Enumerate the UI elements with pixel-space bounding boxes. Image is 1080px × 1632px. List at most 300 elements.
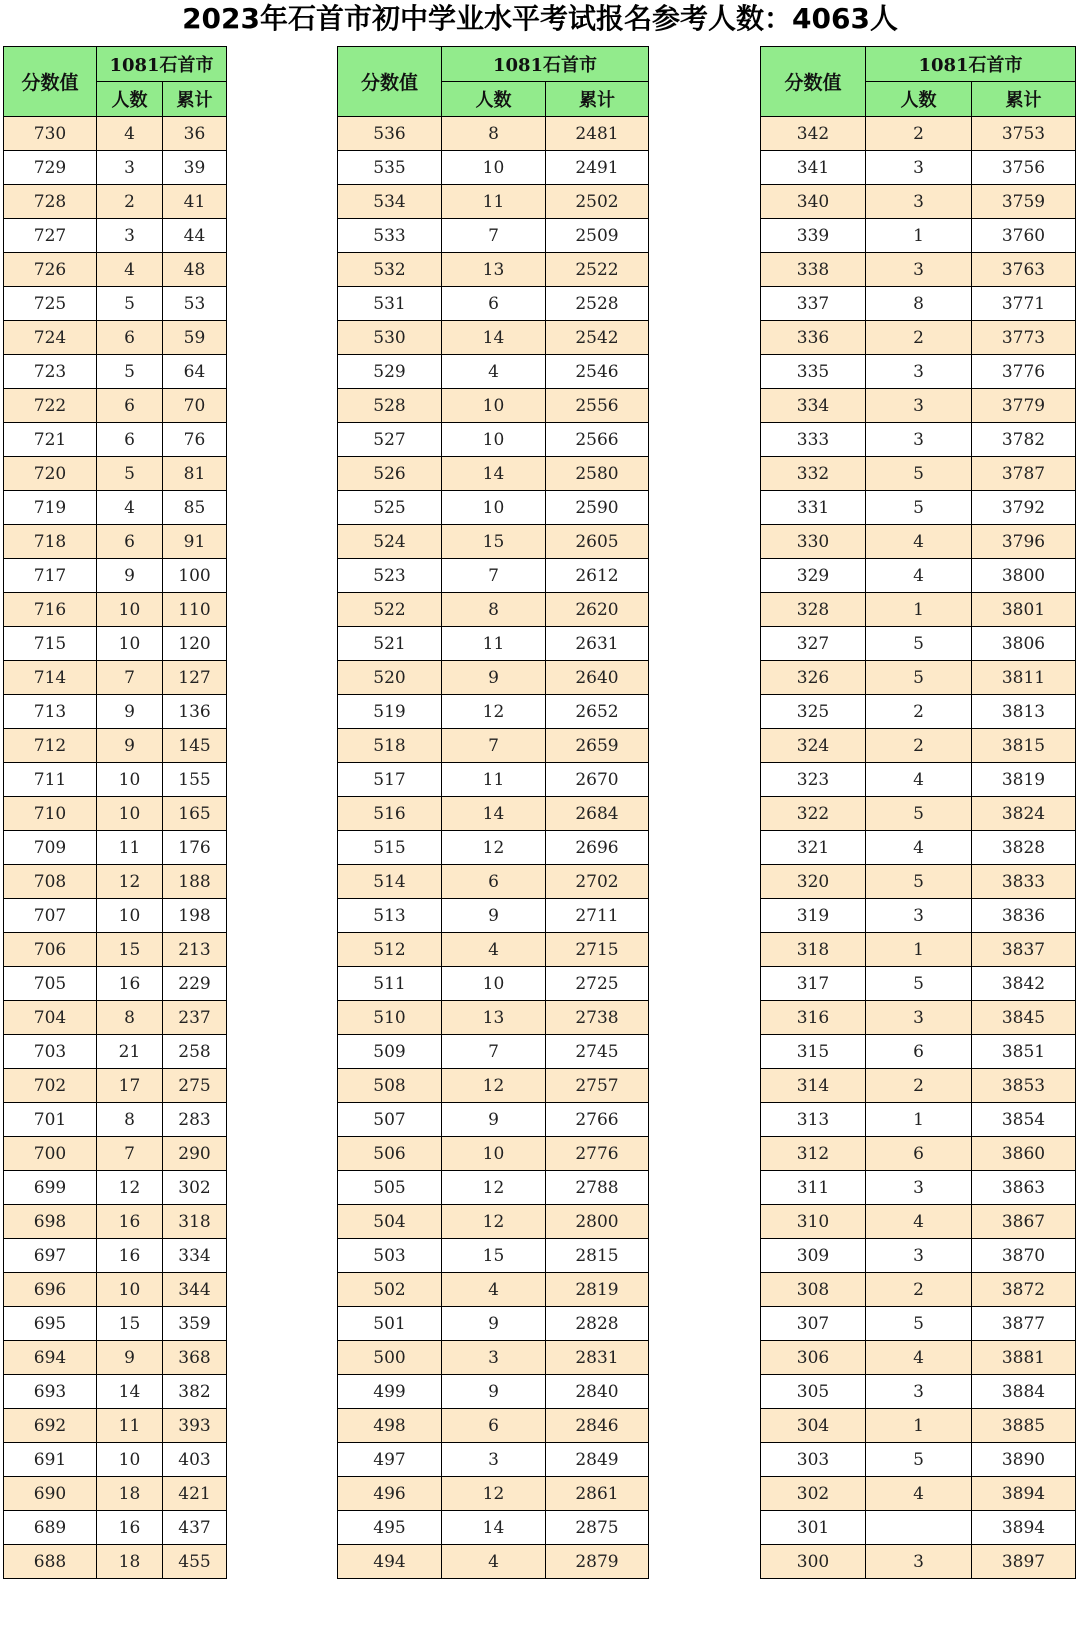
cumulative-cell: 3881 [972,1341,1076,1375]
cumulative-cell: 393 [163,1409,227,1443]
count-cell: 12 [97,865,163,899]
cumulative-cell: 64 [163,355,227,389]
count-cell: 15 [97,1307,163,1341]
score-cell: 722 [4,389,97,423]
count-cell: 4 [866,559,972,593]
count-cell: 11 [97,1409,163,1443]
cumulative-cell: 2502 [546,185,649,219]
table-row [4,1545,227,1579]
cumulative-cell: 2849 [546,1443,649,1477]
cumulative-cell: 3753 [972,117,1076,151]
cumulative-cell: 421 [163,1477,227,1511]
score-cell: 707 [4,899,97,933]
count-cell: 17 [97,1069,163,1103]
count-cell: 10 [442,423,546,457]
count-cell: 6 [866,1137,972,1171]
count-cell: 6 [97,525,163,559]
score-cell: 333 [761,423,866,457]
count-cell: 9 [442,1103,546,1137]
table-row [761,185,1076,219]
header-cumulative: 累计 [163,82,227,117]
table-row [338,763,649,797]
score-cell: 706 [4,933,97,967]
cumulative-cell: 3897 [972,1545,1076,1579]
table-row [338,865,649,899]
count-cell: 3 [866,1001,972,1035]
score-cell: 506 [338,1137,442,1171]
count-cell: 3 [866,389,972,423]
count-cell: 11 [442,763,546,797]
count-cell: 14 [442,1511,546,1545]
score-cell: 699 [4,1171,97,1205]
score-table-1 [3,46,227,1579]
score-cell: 321 [761,831,866,865]
score-cell: 313 [761,1103,866,1137]
cumulative-cell: 2631 [546,627,649,661]
cumulative-cell: 3884 [972,1375,1076,1409]
cumulative-cell: 3779 [972,389,1076,423]
score-cell: 503 [338,1239,442,1273]
header-count: 人数 [866,82,972,117]
table-row [338,1477,649,1511]
count-cell: 11 [97,831,163,865]
score-cell: 533 [338,219,442,253]
table-row [4,559,227,593]
score-cell: 334 [761,389,866,423]
page-title: 2023年石首市初中学业水平考试报名参考人数：4063人 [182,2,898,35]
table-row [4,933,227,967]
score-cell: 497 [338,1443,442,1477]
count-cell: 1 [866,219,972,253]
table-row [4,185,227,219]
table-row [761,355,1076,389]
score-cell: 702 [4,1069,97,1103]
cumulative-cell: 70 [163,389,227,423]
table-row [761,1477,1076,1511]
table-row [338,1137,649,1171]
count-cell: 10 [97,1443,163,1477]
table-row [761,593,1076,627]
count-cell: 3 [866,253,972,287]
table-row [761,389,1076,423]
cumulative-cell: 237 [163,1001,227,1035]
score-cell: 495 [338,1511,442,1545]
table-row [4,1443,227,1477]
count-cell: 7 [442,559,546,593]
table-row [4,1409,227,1443]
table-row [761,287,1076,321]
cumulative-cell: 100 [163,559,227,593]
score-cell: 695 [4,1307,97,1341]
score-cell: 494 [338,1545,442,1579]
count-cell: 5 [866,627,972,661]
cumulative-cell: 39 [163,151,227,185]
score-cell: 338 [761,253,866,287]
count-cell: 4 [866,525,972,559]
table-row [4,423,227,457]
score-cell: 727 [4,219,97,253]
count-cell: 16 [97,967,163,1001]
score-cell: 705 [4,967,97,1001]
cumulative-cell: 3776 [972,355,1076,389]
cumulative-cell: 2725 [546,967,649,1001]
table-row [4,1001,227,1035]
cumulative-cell: 136 [163,695,227,729]
score-cell: 324 [761,729,866,763]
score-cell: 721 [4,423,97,457]
score-cell: 496 [338,1477,442,1511]
table-row [761,559,1076,593]
count-cell: 10 [442,1137,546,1171]
score-cell: 697 [4,1239,97,1273]
table-row [338,933,649,967]
count-cell: 4 [442,355,546,389]
count-cell: 12 [97,1171,163,1205]
cumulative-cell: 110 [163,593,227,627]
count-cell: 4 [97,253,163,287]
table-row [4,1239,227,1273]
cumulative-cell: 85 [163,491,227,525]
score-cell: 504 [338,1205,442,1239]
count-cell: 9 [442,661,546,695]
header-group: 1081石首市 [442,47,649,82]
cumulative-cell: 176 [163,831,227,865]
cumulative-cell: 3813 [972,695,1076,729]
cumulative-cell: 3877 [972,1307,1076,1341]
count-cell: 12 [442,1069,546,1103]
score-cell: 708 [4,865,97,899]
count-cell: 10 [97,1273,163,1307]
count-cell: 4 [97,491,163,525]
cumulative-cell: 2652 [546,695,649,729]
table-row [4,899,227,933]
cumulative-cell: 3787 [972,457,1076,491]
cumulative-cell: 3796 [972,525,1076,559]
score-cell: 505 [338,1171,442,1205]
cumulative-cell: 275 [163,1069,227,1103]
count-cell: 7 [97,1137,163,1171]
count-cell: 9 [97,1341,163,1375]
score-cell: 714 [4,661,97,695]
table-row [338,1375,649,1409]
score-cell: 512 [338,933,442,967]
cumulative-cell: 2711 [546,899,649,933]
cumulative-cell: 2846 [546,1409,649,1443]
count-cell: 5 [866,797,972,831]
score-cell: 723 [4,355,97,389]
score-cell: 725 [4,287,97,321]
score-cell: 331 [761,491,866,525]
cumulative-cell: 3806 [972,627,1076,661]
count-cell: 6 [97,389,163,423]
count-cell: 6 [442,865,546,899]
count-cell [866,1511,972,1545]
table-row [338,627,649,661]
score-cell: 516 [338,797,442,831]
count-cell: 10 [97,899,163,933]
score-cell: 523 [338,559,442,593]
table-row [4,729,227,763]
count-cell: 3 [866,1171,972,1205]
score-cell: 698 [4,1205,97,1239]
table-row [761,797,1076,831]
count-cell: 3 [866,899,972,933]
count-cell: 9 [97,729,163,763]
count-cell: 5 [866,967,972,1001]
score-cell: 514 [338,865,442,899]
count-cell: 10 [97,797,163,831]
count-cell: 14 [442,457,546,491]
table-row [761,1307,1076,1341]
score-cell: 301 [761,1511,866,1545]
table-row [4,1341,227,1375]
table-row [4,355,227,389]
table-row [761,831,1076,865]
score-cell: 500 [338,1341,442,1375]
table-row [4,321,227,355]
score-cell: 704 [4,1001,97,1035]
table-row [761,1511,1076,1545]
cumulative-cell: 3851 [972,1035,1076,1069]
count-cell: 2 [866,1273,972,1307]
score-cell: 340 [761,185,866,219]
count-cell: 8 [442,593,546,627]
count-cell: 21 [97,1035,163,1069]
table-row [761,1001,1076,1035]
table-row [761,1171,1076,1205]
cumulative-cell: 318 [163,1205,227,1239]
cumulative-cell: 3771 [972,287,1076,321]
score-cell: 717 [4,559,97,593]
table-row [4,831,227,865]
score-cell: 517 [338,763,442,797]
count-cell: 4 [866,1341,972,1375]
cumulative-cell: 2528 [546,287,649,321]
count-cell: 5 [97,457,163,491]
table-row [4,1035,227,1069]
table-row [338,117,649,151]
header-score: 分数值 [4,47,97,117]
cumulative-cell: 283 [163,1103,227,1137]
score-cell: 713 [4,695,97,729]
score-cell: 515 [338,831,442,865]
table-row [761,1239,1076,1273]
score-cell: 532 [338,253,442,287]
table-row [338,661,649,695]
table-row [4,253,227,287]
count-cell: 3 [866,185,972,219]
table-row [4,1273,227,1307]
table-row [4,967,227,1001]
score-cell: 522 [338,593,442,627]
score-cell: 336 [761,321,866,355]
table-row [761,1409,1076,1443]
count-cell: 3 [866,1545,972,1579]
count-cell: 10 [442,967,546,1001]
table-row [761,253,1076,287]
score-cell: 690 [4,1477,97,1511]
score-cell: 526 [338,457,442,491]
cumulative-cell: 2556 [546,389,649,423]
count-cell: 18 [97,1477,163,1511]
count-cell: 6 [97,321,163,355]
table-row [338,525,649,559]
table-row [338,1545,649,1579]
score-cell: 316 [761,1001,866,1035]
score-cell: 318 [761,933,866,967]
count-cell: 10 [97,763,163,797]
header-count: 人数 [97,82,163,117]
cumulative-cell: 2800 [546,1205,649,1239]
score-cell: 306 [761,1341,866,1375]
count-cell: 3 [866,151,972,185]
count-cell: 7 [442,219,546,253]
cumulative-cell: 3824 [972,797,1076,831]
cumulative-cell: 3894 [972,1477,1076,1511]
score-cell: 700 [4,1137,97,1171]
table-row [4,287,227,321]
score-cell: 326 [761,661,866,695]
score-cell: 312 [761,1137,866,1171]
count-cell: 14 [442,321,546,355]
table-row [4,1375,227,1409]
cumulative-cell: 188 [163,865,227,899]
cumulative-cell: 3853 [972,1069,1076,1103]
score-cell: 693 [4,1375,97,1409]
cumulative-cell: 155 [163,763,227,797]
table-row [761,1069,1076,1103]
score-cell: 703 [4,1035,97,1069]
score-cell: 701 [4,1103,97,1137]
table-row [761,661,1076,695]
table-row [338,1205,649,1239]
cumulative-cell: 2612 [546,559,649,593]
count-cell: 18 [97,1545,163,1579]
score-cell: 535 [338,151,442,185]
cumulative-cell: 3894 [972,1511,1076,1545]
cumulative-cell: 229 [163,967,227,1001]
score-cell: 511 [338,967,442,1001]
count-cell: 1 [866,1103,972,1137]
cumulative-cell: 3819 [972,763,1076,797]
cumulative-cell: 2757 [546,1069,649,1103]
count-cell: 9 [442,1307,546,1341]
count-cell: 4 [866,763,972,797]
count-cell: 6 [866,1035,972,1069]
count-cell: 16 [97,1205,163,1239]
count-cell: 2 [866,117,972,151]
score-cell: 513 [338,899,442,933]
table-row [4,1205,227,1239]
count-cell: 15 [97,933,163,967]
table-row [338,253,649,287]
cumulative-cell: 3872 [972,1273,1076,1307]
table-row [761,763,1076,797]
table-row [338,593,649,627]
cumulative-cell: 3833 [972,865,1076,899]
count-cell: 4 [442,933,546,967]
table-row [4,457,227,491]
table-row [338,1171,649,1205]
count-cell: 5 [866,661,972,695]
table-row [338,321,649,355]
count-cell: 12 [442,831,546,865]
cumulative-cell: 3885 [972,1409,1076,1443]
cumulative-cell: 2605 [546,525,649,559]
table-row [4,1307,227,1341]
table-row [338,1273,649,1307]
cumulative-cell: 48 [163,253,227,287]
score-cell: 520 [338,661,442,695]
score-cell: 329 [761,559,866,593]
cumulative-cell: 41 [163,185,227,219]
score-cell: 712 [4,729,97,763]
score-cell: 325 [761,695,866,729]
table-row [761,933,1076,967]
cumulative-cell: 3860 [972,1137,1076,1171]
score-cell: 332 [761,457,866,491]
cumulative-cell: 2640 [546,661,649,695]
score-cell: 528 [338,389,442,423]
cumulative-cell: 368 [163,1341,227,1375]
cumulative-cell: 2861 [546,1477,649,1511]
cumulative-cell: 2491 [546,151,649,185]
cumulative-cell: 3815 [972,729,1076,763]
cumulative-cell: 3763 [972,253,1076,287]
score-cell: 728 [4,185,97,219]
table-row [761,491,1076,525]
cumulative-cell: 2815 [546,1239,649,1273]
table-row [761,865,1076,899]
cumulative-cell: 213 [163,933,227,967]
table-row [761,1205,1076,1239]
table-row [338,491,649,525]
cumulative-cell: 2542 [546,321,649,355]
table-row [338,559,649,593]
table-row [338,423,649,457]
count-cell: 2 [866,729,972,763]
score-cell: 330 [761,525,866,559]
table-row [338,151,649,185]
table-row [761,1273,1076,1307]
score-cell: 525 [338,491,442,525]
cumulative-cell: 2840 [546,1375,649,1409]
count-cell: 4 [442,1273,546,1307]
score-cell: 501 [338,1307,442,1341]
table-row [338,729,649,763]
score-cell: 305 [761,1375,866,1409]
count-cell: 9 [97,695,163,729]
score-cell: 502 [338,1273,442,1307]
table-row [761,1341,1076,1375]
table-row [761,1375,1076,1409]
score-cell: 524 [338,525,442,559]
score-cell: 309 [761,1239,866,1273]
cumulative-cell: 3837 [972,933,1076,967]
table-row [4,627,227,661]
score-cell: 710 [4,797,97,831]
cumulative-cell: 2745 [546,1035,649,1069]
cumulative-cell: 53 [163,287,227,321]
count-cell: 16 [97,1511,163,1545]
table-row [761,729,1076,763]
score-cell: 726 [4,253,97,287]
count-cell: 6 [442,287,546,321]
table-row [338,1511,649,1545]
table-row [761,967,1076,1001]
cumulative-cell: 437 [163,1511,227,1545]
table-row [761,627,1076,661]
